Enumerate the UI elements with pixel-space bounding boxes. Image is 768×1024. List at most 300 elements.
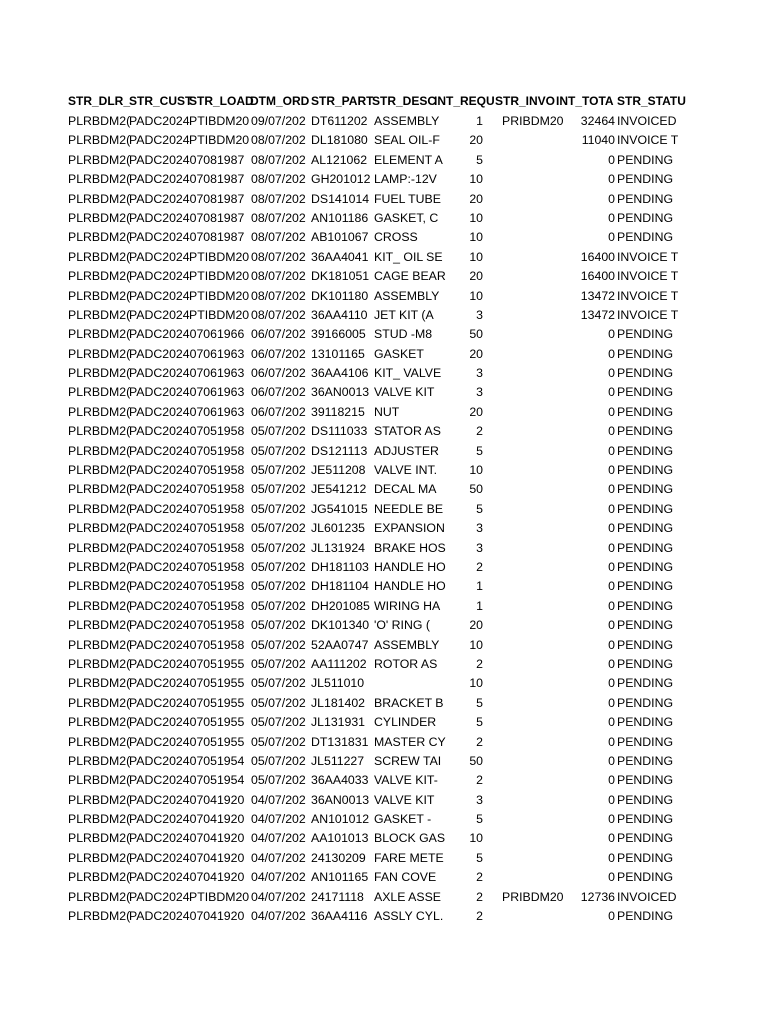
table-cell[interactable]: STUD -M8 <box>374 327 433 342</box>
table-cell[interactable]: PADC2024 <box>129 307 190 322</box>
table-cell[interactable]: PADC202407051955 <box>129 656 245 671</box>
table-cell[interactable]: PADC202407081987 <box>129 172 245 187</box>
table-cell[interactable]: 1 <box>476 598 483 613</box>
table-cell[interactable]: DECAL MA <box>374 482 437 497</box>
table-cell[interactable]: 0 <box>608 540 615 555</box>
table-cell[interactable]: 0 <box>608 404 615 419</box>
table-cell[interactable]: 52AA0747 <box>311 637 369 652</box>
table-cell[interactable]: 20 <box>469 133 483 148</box>
table-cell[interactable]: PENDING <box>617 463 674 478</box>
table-row[interactable] <box>68 577 672 596</box>
table-cell[interactable]: 10 <box>469 463 483 478</box>
table-cell[interactable]: PENDING <box>617 579 674 594</box>
table-cell[interactable]: PADC202407051954 <box>129 773 245 788</box>
table-cell[interactable]: PENDING <box>617 327 674 342</box>
table-row[interactable] <box>68 558 672 577</box>
table-cell[interactable]: 0 <box>608 618 615 633</box>
table-cell[interactable]: 05/07/202 <box>251 463 306 478</box>
table-cell[interactable]: PADC202407051958 <box>129 501 245 516</box>
table-cell[interactable]: PENDING <box>617 482 674 497</box>
table-cell[interactable]: 13101165 <box>311 346 365 361</box>
table-cell[interactable]: 09/07/202 <box>251 114 306 128</box>
table-cell[interactable]: 05/07/202 <box>251 501 306 516</box>
table-cell[interactable]: PENDING <box>617 618 674 633</box>
table-cell[interactable] <box>495 636 556 655</box>
table-cell[interactable]: GH201012 <box>311 172 371 187</box>
table-cell[interactable]: 05/07/202 <box>251 482 306 497</box>
table-cell[interactable] <box>495 228 556 247</box>
table-cell[interactable]: PADC202407061963 <box>129 385 245 400</box>
table-cell[interactable]: 0 <box>608 559 615 574</box>
table-cell[interactable]: PADC202407051955 <box>129 715 245 730</box>
table-cell[interactable]: 0 <box>608 172 615 187</box>
table-cell[interactable]: PENDING <box>617 753 674 768</box>
table-cell[interactable]: PADC2024 <box>129 249 190 264</box>
table-cell[interactable]: PLRBDM2( <box>68 792 131 807</box>
table-cell[interactable]: PADC202407081987 <box>129 210 245 225</box>
table-cell[interactable]: PLRBDM2( <box>68 598 131 613</box>
table-cell[interactable]: AA101013 <box>311 831 369 846</box>
table-cell[interactable]: PENDING <box>617 637 674 652</box>
table-cell[interactable]: NUT <box>374 404 400 419</box>
table-row[interactable] <box>68 325 672 344</box>
table-row[interactable] <box>68 422 672 441</box>
table-cell[interactable]: PADC2024 <box>129 889 190 904</box>
table-cell[interactable]: 05/07/202 <box>251 424 306 439</box>
table-cell[interactable]: 08/07/202 <box>251 307 306 322</box>
table-cell[interactable]: INVOICED <box>617 114 677 128</box>
table-cell[interactable]: PLRBDM2( <box>68 501 131 516</box>
table-cell[interactable]: PENDING <box>617 404 674 419</box>
table-cell[interactable]: 06/07/202 <box>251 366 306 381</box>
table-cell[interactable]: 36AA4106 <box>311 366 369 381</box>
table-row[interactable] <box>68 907 672 926</box>
table-cell[interactable]: PENDING <box>617 366 674 381</box>
table-cell[interactable]: ROTOR AS <box>374 656 438 671</box>
table-cell[interactable]: PENDING <box>617 521 674 536</box>
table-cell[interactable]: 24171118 <box>311 889 364 904</box>
table-cell[interactable]: 5 <box>476 152 483 167</box>
table-row[interactable] <box>68 771 672 790</box>
table-cell[interactable]: KIT_ VALVE <box>374 366 442 381</box>
table-cell[interactable]: PADC202407051958 <box>129 482 245 497</box>
table-cell[interactable]: 0 <box>608 637 615 652</box>
table-cell[interactable] <box>495 151 556 170</box>
table-cell[interactable]: AA111202 <box>311 656 367 671</box>
table-cell[interactable] <box>495 364 556 383</box>
table-cell[interactable] <box>495 461 556 480</box>
table-cell[interactable]: DH181103 <box>311 559 369 574</box>
table-cell[interactable]: 0 <box>608 210 615 225</box>
table-cell[interactable] <box>495 306 556 325</box>
table-cell[interactable]: PENDING <box>617 715 674 730</box>
table-cell[interactable] <box>495 131 556 150</box>
table-row[interactable] <box>68 597 672 616</box>
table-cell[interactable]: PLRBDM2( <box>68 307 131 322</box>
table-cell[interactable]: PLRBDM2( <box>68 230 131 245</box>
table-cell[interactable]: PLRBDM2( <box>68 404 131 419</box>
table-cell[interactable]: 0 <box>608 152 615 167</box>
table-cell[interactable]: DT611202 <box>311 114 368 128</box>
table-cell[interactable]: PLRBDM2( <box>68 327 131 342</box>
table-cell[interactable]: 1 <box>476 114 483 128</box>
table-cell[interactable]: PADC202407051958 <box>129 463 245 478</box>
table-cell[interactable]: 5 <box>476 850 483 865</box>
table-cell[interactable]: PENDING <box>617 792 674 807</box>
table-cell[interactable]: PENDING <box>617 909 674 924</box>
table-cell[interactable]: PADC202407061966 <box>129 327 245 342</box>
table-cell[interactable]: PENDING <box>617 850 674 865</box>
table-cell[interactable]: PENDING <box>617 152 674 167</box>
table-cell[interactable]: VALVE KIT <box>374 792 435 807</box>
table-cell[interactable] <box>495 190 556 209</box>
table-cell[interactable]: PADC202407051955 <box>129 676 245 691</box>
table-cell[interactable] <box>495 422 556 441</box>
table-cell[interactable]: 39118215 <box>311 404 365 419</box>
table-cell[interactable]: 05/07/202 <box>251 559 306 574</box>
table-cell[interactable] <box>495 403 556 422</box>
table-cell[interactable]: INVOICE T <box>617 288 679 303</box>
table-cell[interactable]: PADC202407051958 <box>129 559 245 574</box>
table-cell[interactable]: 3 <box>476 385 483 400</box>
table-cell[interactable]: 3 <box>476 540 483 555</box>
table-cell[interactable]: 11040 <box>581 133 615 148</box>
table-cell[interactable]: PLRBDM2( <box>68 870 131 885</box>
table-row[interactable] <box>68 209 672 228</box>
table-cell[interactable]: PADC202407041920 <box>129 870 245 885</box>
table-cell[interactable]: 10 <box>469 210 483 225</box>
table-cell[interactable]: 05/07/202 <box>251 734 306 749</box>
table-cell[interactable]: GASKET - <box>374 812 432 827</box>
table-cell[interactable]: SCREW TAI <box>374 753 442 768</box>
table-cell[interactable]: 50 <box>469 753 483 768</box>
table-cell[interactable]: PLRBDM2( <box>68 172 131 187</box>
table-cell[interactable]: PADC202407051958 <box>129 637 245 652</box>
table-cell[interactable]: CROSS <box>374 230 418 245</box>
table-cell[interactable]: PLRBDM2( <box>68 579 131 594</box>
table-cell[interactable]: PLRBDM2( <box>68 540 131 555</box>
table-cell[interactable]: 0 <box>608 443 615 458</box>
table-cell[interactable]: PLRBDM2( <box>68 366 131 381</box>
table-cell[interactable]: PADC202407081987 <box>129 191 245 206</box>
table-cell[interactable]: 06/07/202 <box>251 327 306 342</box>
table-cell[interactable]: 13472 <box>580 288 615 303</box>
table-cell[interactable]: ELEMENT A <box>374 152 443 167</box>
table-row[interactable] <box>68 480 672 499</box>
table-cell[interactable] <box>495 616 556 635</box>
table-cell[interactable]: PADC202407051958 <box>129 521 245 536</box>
table-cell[interactable]: PENDING <box>617 831 674 846</box>
table-row[interactable] <box>68 345 672 364</box>
table-cell[interactable]: 05/07/202 <box>251 521 306 536</box>
table-cell[interactable]: DK181051 <box>311 269 370 284</box>
table-row[interactable] <box>68 364 672 383</box>
table-cell[interactable]: 5 <box>476 695 483 710</box>
table-cell[interactable]: PADC202407061963 <box>129 404 245 419</box>
table-cell[interactable]: 10 <box>469 249 483 264</box>
table-row[interactable] <box>68 383 672 402</box>
table-cell[interactable]: 05/07/202 <box>251 598 306 613</box>
table-cell[interactable]: PRIBDM20 <box>502 114 564 128</box>
table-cell[interactable]: 0 <box>608 773 615 788</box>
table-cell[interactable]: 2 <box>476 559 483 574</box>
table-cell[interactable]: PENDING <box>617 346 674 361</box>
table-row[interactable] <box>68 248 679 267</box>
table-cell[interactable]: PLRBDM2( <box>68 133 131 148</box>
table-cell[interactable]: 10 <box>469 831 483 846</box>
table-cell[interactable]: VALVE INT. <box>374 463 438 478</box>
table-cell[interactable]: PTIBDM20 <box>189 133 250 148</box>
table-cell[interactable]: 05/07/202 <box>251 637 306 652</box>
table-cell[interactable]: JL511010 <box>311 676 365 691</box>
table-cell[interactable]: 36AN0013 <box>311 385 370 400</box>
table-row[interactable] <box>68 868 672 887</box>
table-cell[interactable]: BRAKE HOS <box>374 540 446 555</box>
table-cell[interactable]: 5 <box>476 715 483 730</box>
table-cell[interactable]: JG541015 <box>311 501 368 516</box>
table-cell[interactable]: 04/07/202 <box>251 831 306 846</box>
table-cell[interactable]: 0 <box>608 850 615 865</box>
table-cell[interactable]: 36AA4110 <box>311 307 368 322</box>
table-cell[interactable]: 50 <box>469 327 483 342</box>
table-cell[interactable]: 1 <box>476 579 483 594</box>
table-cell[interactable]: PTIBDM20 <box>189 288 250 303</box>
table-cell[interactable]: PLRBDM2( <box>68 637 131 652</box>
table-cell[interactable]: HANDLE HO <box>374 559 446 574</box>
table-cell[interactable]: 2 <box>476 773 483 788</box>
table-cell[interactable]: PENDING <box>617 210 674 225</box>
table-row[interactable] <box>68 287 679 306</box>
table-cell[interactable]: 10 <box>469 288 483 303</box>
table-cell[interactable]: 0 <box>608 230 615 245</box>
table-cell[interactable]: 06/07/202 <box>251 404 306 419</box>
table-cell[interactable]: PADC202407051958 <box>129 424 245 439</box>
table-cell[interactable]: PTIBDM20 <box>189 307 250 322</box>
table-cell[interactable] <box>495 597 556 616</box>
table-cell[interactable] <box>495 674 556 693</box>
table-row[interactable] <box>68 849 672 868</box>
table-row[interactable] <box>68 519 672 538</box>
table-cell[interactable]: 05/07/202 <box>251 579 306 594</box>
table-cell[interactable]: 3 <box>476 307 483 322</box>
table-cell[interactable]: 0 <box>608 327 615 342</box>
table-cell[interactable]: INVOICE T <box>617 249 679 264</box>
table-cell[interactable] <box>495 267 556 286</box>
table-cell[interactable]: 0 <box>608 695 615 710</box>
table-cell[interactable]: 04/07/202 <box>251 792 306 807</box>
table-cell[interactable]: PLRBDM2( <box>68 812 131 827</box>
table-row[interactable] <box>68 655 672 674</box>
table-cell[interactable]: 16400 <box>580 269 615 284</box>
table-cell[interactable] <box>495 791 556 810</box>
table-cell[interactable]: 08/07/202 <box>251 152 306 167</box>
table-cell[interactable]: BRACKET B <box>374 695 444 710</box>
table-cell[interactable]: EXPANSION <box>374 521 445 536</box>
table-row[interactable] <box>68 190 672 209</box>
table-cell[interactable]: FUEL TUBE <box>374 191 441 206</box>
table-row[interactable] <box>68 713 672 732</box>
table-cell[interactable] <box>495 810 556 829</box>
table-cell[interactable]: 2 <box>476 870 483 885</box>
table-cell[interactable]: 0 <box>608 870 615 885</box>
table-cell[interactable]: AN101186 <box>311 210 369 225</box>
table-cell[interactable]: 3 <box>476 792 483 807</box>
table-cell[interactable]: AN101165 <box>311 870 369 885</box>
column-header[interactable]: INT_REQU <box>434 94 495 108</box>
table-cell[interactable]: 0 <box>608 831 615 846</box>
table-cell[interactable]: PLRBDM2( <box>68 695 131 710</box>
table-cell[interactable]: 08/07/202 <box>251 191 306 206</box>
table-cell[interactable]: PADC202407081987 <box>129 230 245 245</box>
table-cell[interactable]: PENDING <box>617 443 674 458</box>
table-cell[interactable]: JE541212 <box>311 482 367 497</box>
table-cell[interactable]: JL601235 <box>311 521 366 536</box>
table-cell[interactable]: NEEDLE BE <box>374 501 444 516</box>
table-cell[interactable]: PLRBDM2( <box>68 288 131 303</box>
table-cell[interactable]: KIT_ OIL SE <box>374 249 443 264</box>
table-cell[interactable]: 39166005 <box>311 327 366 342</box>
column-header[interactable]: STR_DESC <box>372 94 437 108</box>
table-cell[interactable]: PENDING <box>617 424 674 439</box>
table-row[interactable] <box>68 539 672 558</box>
table-cell[interactable]: MASTER CY <box>374 734 446 749</box>
table-cell[interactable]: 20 <box>469 346 483 361</box>
table-cell[interactable]: ASSLY CYL. <box>374 909 444 924</box>
table-cell[interactable]: GASKET, C <box>374 210 439 225</box>
table-cell[interactable]: 0 <box>608 656 615 671</box>
table-cell[interactable]: AN101012 <box>311 812 370 827</box>
table-cell[interactable]: PLRBDM2( <box>68 656 131 671</box>
column-header[interactable]: STR_CUST <box>129 94 193 108</box>
table-cell[interactable]: PADC202407041920 <box>129 812 245 827</box>
table-row[interactable] <box>68 112 677 131</box>
table-cell[interactable]: PENDING <box>617 191 674 206</box>
table-cell[interactable]: PENDING <box>617 812 674 827</box>
table-cell[interactable]: 0 <box>608 598 615 613</box>
table-cell[interactable]: 04/07/202 <box>251 909 306 924</box>
table-cell[interactable]: PLRBDM2( <box>68 152 131 167</box>
table-cell[interactable]: 10 <box>469 637 483 652</box>
table-cell[interactable]: PENDING <box>617 734 674 749</box>
table-cell[interactable]: 05/07/202 <box>251 443 306 458</box>
table-cell[interactable]: INVOICE T <box>617 269 679 284</box>
table-cell[interactable]: LAMP:-12V <box>374 172 437 187</box>
table-cell[interactable]: 08/07/202 <box>251 288 306 303</box>
table-cell[interactable]: PADC202407051955 <box>129 695 245 710</box>
table-cell[interactable]: 08/07/202 <box>251 230 306 245</box>
table-cell[interactable]: AL121062 <box>311 152 368 167</box>
table-cell[interactable]: 0 <box>608 366 615 381</box>
table-cell[interactable]: DS121113 <box>311 443 368 458</box>
table-cell[interactable]: 13472 <box>580 307 615 322</box>
table-cell[interactable]: 2 <box>476 656 483 671</box>
table-cell[interactable]: DT131831 <box>311 734 369 749</box>
table-row[interactable] <box>68 151 672 170</box>
table-cell[interactable]: PRIBDM20 <box>502 889 564 904</box>
table-cell[interactable]: PLRBDM2( <box>68 521 131 536</box>
table-cell[interactable]: 05/07/202 <box>251 715 306 730</box>
table-cell[interactable]: PTIBDM20 <box>189 269 250 284</box>
table-cell[interactable]: PLRBDM2( <box>68 385 131 400</box>
table-cell[interactable] <box>372 674 434 693</box>
table-cell[interactable]: PENDING <box>617 172 674 187</box>
table-cell[interactable]: PTIBDM20 <box>189 114 250 128</box>
table-row[interactable] <box>68 674 672 693</box>
table-cell[interactable]: 0 <box>608 501 615 516</box>
table-cell[interactable] <box>495 442 556 461</box>
table-cell[interactable]: PLRBDM2( <box>68 889 131 904</box>
table-cell[interactable]: 24130209 <box>311 850 366 865</box>
table-cell[interactable]: 05/07/202 <box>251 695 306 710</box>
table-row[interactable] <box>68 694 672 713</box>
table-cell[interactable]: HANDLE HO <box>374 579 446 594</box>
table-cell[interactable]: 2 <box>476 424 483 439</box>
table-cell[interactable]: PENDING <box>617 695 674 710</box>
table-cell[interactable]: PLRBDM2( <box>68 715 131 730</box>
table-cell[interactable] <box>495 733 556 752</box>
table-cell[interactable]: 08/07/202 <box>251 210 306 225</box>
table-cell[interactable]: 08/07/202 <box>251 133 306 148</box>
table-cell[interactable]: 36AA4041 <box>311 249 369 264</box>
table-cell[interactable]: PENDING <box>617 540 674 555</box>
table-cell[interactable]: 0 <box>608 424 615 439</box>
table-cell[interactable] <box>495 383 556 402</box>
table-cell[interactable] <box>495 519 556 538</box>
table-cell[interactable]: DS111033 <box>311 424 368 439</box>
table-cell[interactable]: PLRBDM2( <box>68 346 131 361</box>
table-cell[interactable]: GASKET <box>374 346 424 361</box>
table-cell[interactable]: DS141014 <box>311 191 370 206</box>
table-cell[interactable]: 05/07/202 <box>251 618 306 633</box>
table-cell[interactable]: 0 <box>608 579 615 594</box>
table-cell[interactable]: PLRBDM2( <box>68 909 131 924</box>
table-cell[interactable]: PADC202407051958 <box>129 618 245 633</box>
table-row[interactable] <box>68 131 679 150</box>
table-row[interactable] <box>68 616 672 635</box>
table-cell[interactable]: 0 <box>608 385 615 400</box>
table-cell[interactable]: 06/07/202 <box>251 385 306 400</box>
table-cell[interactable]: FARE METE <box>374 850 444 865</box>
table-cell[interactable] <box>495 480 556 499</box>
table-cell[interactable]: 0 <box>608 812 615 827</box>
table-cell[interactable] <box>495 655 556 674</box>
table-cell[interactable] <box>495 539 556 558</box>
table-cell[interactable] <box>495 170 556 189</box>
table-cell[interactable]: 0 <box>608 463 615 478</box>
table-cell[interactable]: 0 <box>608 792 615 807</box>
table-cell[interactable]: 'O' RING ( <box>374 618 430 633</box>
table-cell[interactable]: PLRBDM2( <box>68 831 131 846</box>
table-cell[interactable]: 16400 <box>580 249 615 264</box>
table-cell[interactable]: 36AN0013 <box>311 792 370 807</box>
table-cell[interactable]: PLRBDM2( <box>68 773 131 788</box>
column-header[interactable]: INT_TOTA <box>556 94 614 108</box>
table-cell[interactable]: 10 <box>469 676 483 691</box>
table-row[interactable] <box>68 442 672 461</box>
table-row[interactable] <box>68 170 672 189</box>
table-cell[interactable]: 20 <box>469 191 483 206</box>
table-cell[interactable]: PADC2024 <box>129 269 190 284</box>
table-cell[interactable]: PENDING <box>617 559 674 574</box>
table-cell[interactable]: PTIBDM20 <box>189 249 250 264</box>
table-row[interactable] <box>68 752 672 771</box>
table-cell[interactable]: 36AA4033 <box>311 773 369 788</box>
table-cell[interactable]: PENDING <box>617 598 674 613</box>
table-row[interactable] <box>68 500 672 519</box>
table-cell[interactable]: CAGE BEAR <box>374 269 446 284</box>
table-cell[interactable]: AXLE ASSE <box>374 889 441 904</box>
table-row[interactable] <box>68 810 672 829</box>
